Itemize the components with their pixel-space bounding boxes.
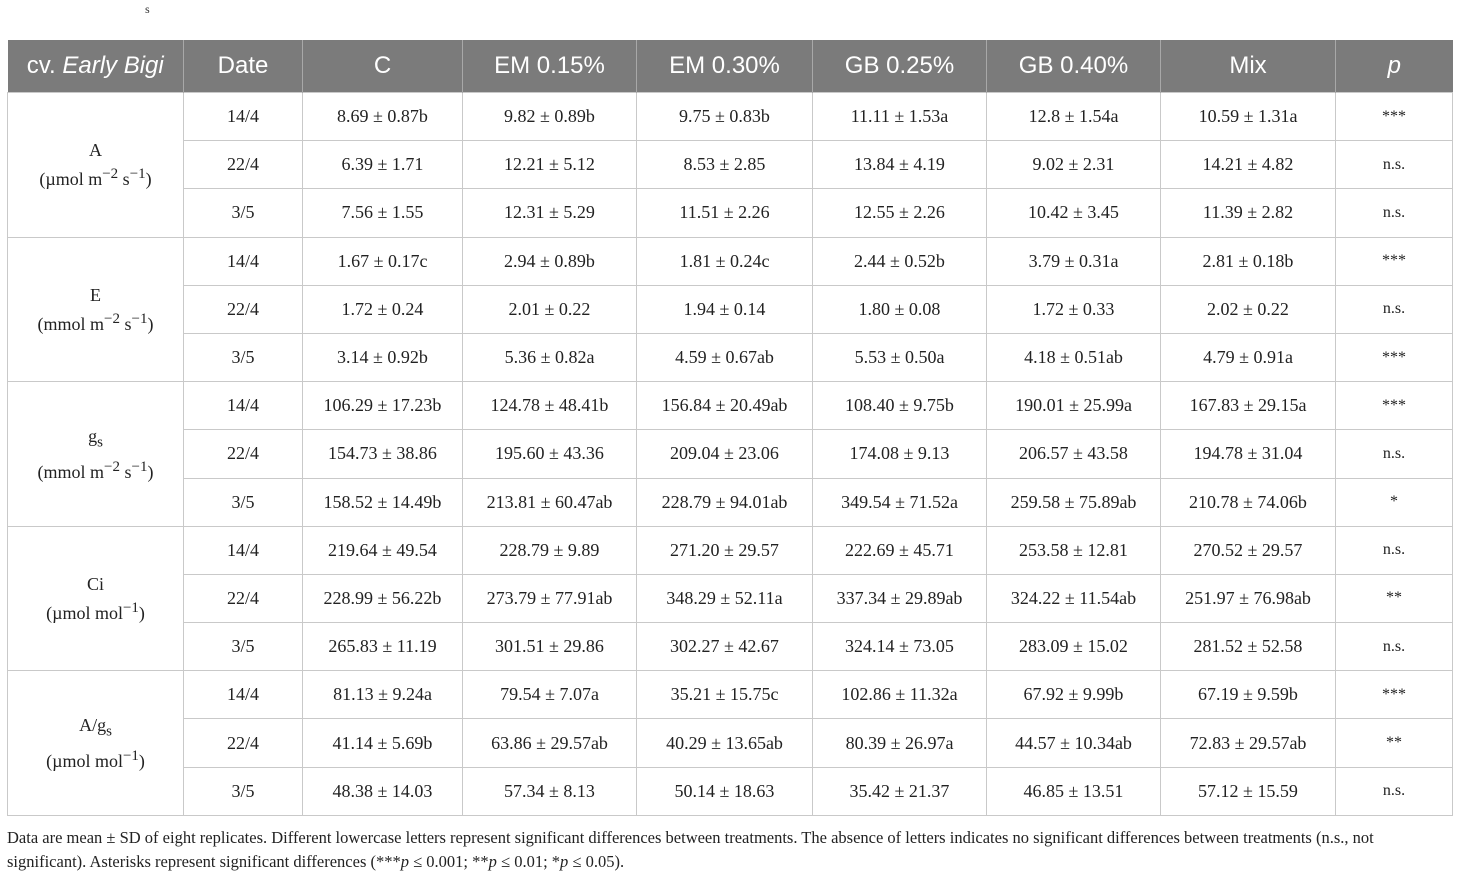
p-cell: *** (1336, 333, 1453, 381)
value-cell: 154.73 ± 38.86 (303, 430, 463, 478)
value-cell: 9.75 ± 0.83b (637, 93, 813, 141)
value-cell: 35.21 ± 15.75c (637, 671, 813, 719)
table-row (8, 141, 1453, 189)
value-cell: 190.01 ± 25.99a (987, 382, 1161, 430)
date-cell: 22/4 (184, 574, 303, 622)
value-cell: 324.14 ± 73.05 (813, 623, 987, 671)
value-cell: 194.78 ± 31.04 (1161, 430, 1336, 478)
value-cell: 156.84 ± 20.49ab (637, 382, 813, 430)
value-cell: 12.8 ± 1.54a (987, 93, 1161, 141)
value-cell: 80.39 ± 26.97a (813, 719, 987, 767)
date-cell: 3/5 (184, 333, 303, 381)
value-cell: 4.18 ± 0.51ab (987, 333, 1161, 381)
value-cell: 222.69 ± 45.71 (813, 526, 987, 574)
header-gb025: GB 0.25% (813, 40, 987, 93)
header-mix: Mix (1161, 40, 1336, 93)
value-cell: 12.21 ± 5.12 (463, 141, 637, 189)
value-cell: 124.78 ± 48.41b (463, 382, 637, 430)
value-cell: 13.84 ± 4.19 (813, 141, 987, 189)
value-cell: 2.01 ± 0.22 (463, 285, 637, 333)
value-cell: 1.80 ± 0.08 (813, 285, 987, 333)
table-row (8, 671, 1453, 719)
header-gb040: GB 0.40% (987, 40, 1161, 93)
table-row (8, 285, 1453, 333)
date-cell: 22/4 (184, 285, 303, 333)
value-cell: 5.53 ± 0.50a (813, 333, 987, 381)
value-cell: 210.78 ± 74.06b (1161, 478, 1336, 526)
value-cell: 2.81 ± 0.18b (1161, 237, 1336, 285)
value-cell: 213.81 ± 60.47ab (463, 478, 637, 526)
value-cell: 271.20 ± 29.57 (637, 526, 813, 574)
p-cell: n.s. (1336, 285, 1453, 333)
value-cell: 11.51 ± 2.26 (637, 189, 813, 237)
table-row (8, 382, 1453, 430)
value-cell: 206.57 ± 43.58 (987, 430, 1161, 478)
date-cell: 22/4 (184, 430, 303, 478)
value-cell: 1.72 ± 0.33 (987, 285, 1161, 333)
value-cell: 5.36 ± 0.82a (463, 333, 637, 381)
value-cell: 281.52 ± 52.58 (1161, 623, 1336, 671)
value-cell: 6.39 ± 1.71 (303, 141, 463, 189)
param-ags: $A/g_s$ (µmol mol$^{-1}$) (8, 671, 184, 816)
value-cell: 265.83 ± 11.19 (303, 623, 463, 671)
p-cell: *** (1336, 237, 1453, 285)
value-cell: 270.52 ± 29.57 (1161, 526, 1336, 574)
date-cell: 3/5 (184, 478, 303, 526)
date-cell: 14/4 (184, 526, 303, 574)
value-cell: 4.59 ± 0.67ab (637, 333, 813, 381)
value-cell: 9.02 ± 2.31 (987, 141, 1161, 189)
value-cell: 273.79 ± 77.91ab (463, 574, 637, 622)
value-cell: 2.02 ± 0.22 (1161, 285, 1336, 333)
table-footnote: Data are mean ± SD of eight replicates. Different lowercase letters represent significant differences between treatments. The absence of letters indicates no significant differences between treatments (n.s., not significant). Asterisks represent significant differences (***p ≤ 0.001; **p ≤ 0.01; *p ≤ 0.05). (7, 828, 1374, 871)
value-cell: 2.94 ± 0.89b (463, 237, 637, 285)
value-cell: 219.64 ± 49.54 (303, 526, 463, 574)
value-cell: 324.22 ± 11.54ab (987, 574, 1161, 622)
date-cell: 3/5 (184, 189, 303, 237)
table-row (8, 478, 1453, 526)
value-cell: 228.99 ± 56.22b (303, 574, 463, 622)
value-cell: 106.29 ± 17.23b (303, 382, 463, 430)
table-row (8, 93, 1453, 141)
value-cell: 2.44 ± 0.52b (813, 237, 987, 285)
date-cell: 3/5 (184, 767, 303, 815)
value-cell: 195.60 ± 43.36 (463, 430, 637, 478)
value-cell: 4.79 ± 0.91a (1161, 333, 1336, 381)
value-cell: 12.31 ± 5.29 (463, 189, 637, 237)
p-cell: ** (1336, 574, 1453, 622)
value-cell: 228.79 ± 9.89 (463, 526, 637, 574)
header-row (8, 40, 1453, 93)
table-row (8, 430, 1453, 478)
value-cell: 79.54 ± 7.07a (463, 671, 637, 719)
table-row (8, 189, 1453, 237)
p-cell: n.s. (1336, 141, 1453, 189)
param-ci: Ci (µmol mol$^{-1}$) (8, 526, 184, 671)
value-cell: 167.83 ± 29.15a (1161, 382, 1336, 430)
p-cell: *** (1336, 382, 1453, 430)
value-cell: 50.14 ± 18.63 (637, 767, 813, 815)
value-cell: 10.42 ± 3.45 (987, 189, 1161, 237)
value-cell: 44.57 ± 10.34ab (987, 719, 1161, 767)
value-cell: 348.29 ± 52.11a (637, 574, 813, 622)
table-row (8, 719, 1453, 767)
results-table (7, 40, 1453, 816)
value-cell: 251.97 ± 76.98ab (1161, 574, 1336, 622)
value-cell: 1.94 ± 0.14 (637, 285, 813, 333)
value-cell: 8.53 ± 2.85 (637, 141, 813, 189)
value-cell: 349.54 ± 71.52a (813, 478, 987, 526)
value-cell: 1.67 ± 0.17c (303, 237, 463, 285)
date-cell: 14/4 (184, 93, 303, 141)
top-mark: s (145, 2, 150, 16)
value-cell: 102.86 ± 11.32a (813, 671, 987, 719)
value-cell: 302.27 ± 42.67 (637, 623, 813, 671)
table-row (8, 574, 1453, 622)
value-cell: 12.55 ± 2.26 (813, 189, 987, 237)
date-cell: 3/5 (184, 623, 303, 671)
value-cell: 301.51 ± 29.86 (463, 623, 637, 671)
p-cell: ** (1336, 719, 1453, 767)
header-date: Date (184, 40, 303, 93)
table-row (8, 333, 1453, 381)
value-cell: 67.19 ± 9.59b (1161, 671, 1336, 719)
header-em030: EM 0.30% (637, 40, 813, 93)
date-cell: 22/4 (184, 719, 303, 767)
p-cell: n.s. (1336, 430, 1453, 478)
value-cell: 63.86 ± 29.57ab (463, 719, 637, 767)
table-row (8, 526, 1453, 574)
header-p: p (1336, 40, 1453, 93)
value-cell: 1.81 ± 0.24c (637, 237, 813, 285)
value-cell: 41.14 ± 5.69b (303, 719, 463, 767)
p-cell: *** (1336, 671, 1453, 719)
table-row (8, 237, 1453, 285)
p-cell: n.s. (1336, 767, 1453, 815)
value-cell: 72.83 ± 29.57ab (1161, 719, 1336, 767)
value-cell: 57.12 ± 15.59 (1161, 767, 1336, 815)
p-cell: * (1336, 478, 1453, 526)
value-cell: 11.11 ± 1.53a (813, 93, 987, 141)
p-cell: n.s. (1336, 189, 1453, 237)
date-cell: 14/4 (184, 671, 303, 719)
date-cell: 22/4 (184, 141, 303, 189)
value-cell: 3.79 ± 0.31a (987, 237, 1161, 285)
date-cell: 14/4 (184, 382, 303, 430)
value-cell: 81.13 ± 9.24a (303, 671, 463, 719)
value-cell: 228.79 ± 94.01ab (637, 478, 813, 526)
value-cell: 35.42 ± 21.37 (813, 767, 987, 815)
value-cell: 46.85 ± 13.51 (987, 767, 1161, 815)
date-cell: 14/4 (184, 237, 303, 285)
value-cell: 337.34 ± 29.89ab (813, 574, 987, 622)
value-cell: 174.08 ± 9.13 (813, 430, 987, 478)
value-cell: 57.34 ± 8.13 (463, 767, 637, 815)
value-cell: 3.14 ± 0.92b (303, 333, 463, 381)
table-row (8, 767, 1453, 815)
value-cell: 48.38 ± 14.03 (303, 767, 463, 815)
value-cell: 40.29 ± 13.65ab (637, 719, 813, 767)
param-e: E (mmol $m^{-2}$ $s^{-1}$) (8, 237, 184, 382)
p-cell: n.s. (1336, 623, 1453, 671)
p-cell: *** (1336, 93, 1453, 141)
p-cell: n.s. (1336, 526, 1453, 574)
header-c: C (303, 40, 463, 93)
value-cell: 1.72 ± 0.24 (303, 285, 463, 333)
value-cell: 158.52 ± 14.49b (303, 478, 463, 526)
value-cell: 209.04 ± 23.06 (637, 430, 813, 478)
value-cell: 259.58 ± 75.89ab (987, 478, 1161, 526)
value-cell: 253.58 ± 12.81 (987, 526, 1161, 574)
header-cultivar: cv. Early Bigi (8, 40, 184, 93)
value-cell: 14.21 ± 4.82 (1161, 141, 1336, 189)
value-cell: 8.69 ± 0.87b (303, 93, 463, 141)
value-cell: 10.59 ± 1.31a (1161, 93, 1336, 141)
param-a: A (µmol $m^{-2}$ $s^{-1}$) (8, 93, 184, 238)
value-cell: 67.92 ± 9.99b (987, 671, 1161, 719)
value-cell: 7.56 ± 1.55 (303, 189, 463, 237)
value-cell: 11.39 ± 2.82 (1161, 189, 1336, 237)
param-gs: $g_s$ (mmol $m^{-2}$ $s^{-1}$) (8, 382, 184, 527)
value-cell: 9.82 ± 0.89b (463, 93, 637, 141)
table-row (8, 623, 1453, 671)
value-cell: 108.40 ± 9.75b (813, 382, 987, 430)
header-em015: EM 0.15% (463, 40, 637, 93)
value-cell: 283.09 ± 15.02 (987, 623, 1161, 671)
